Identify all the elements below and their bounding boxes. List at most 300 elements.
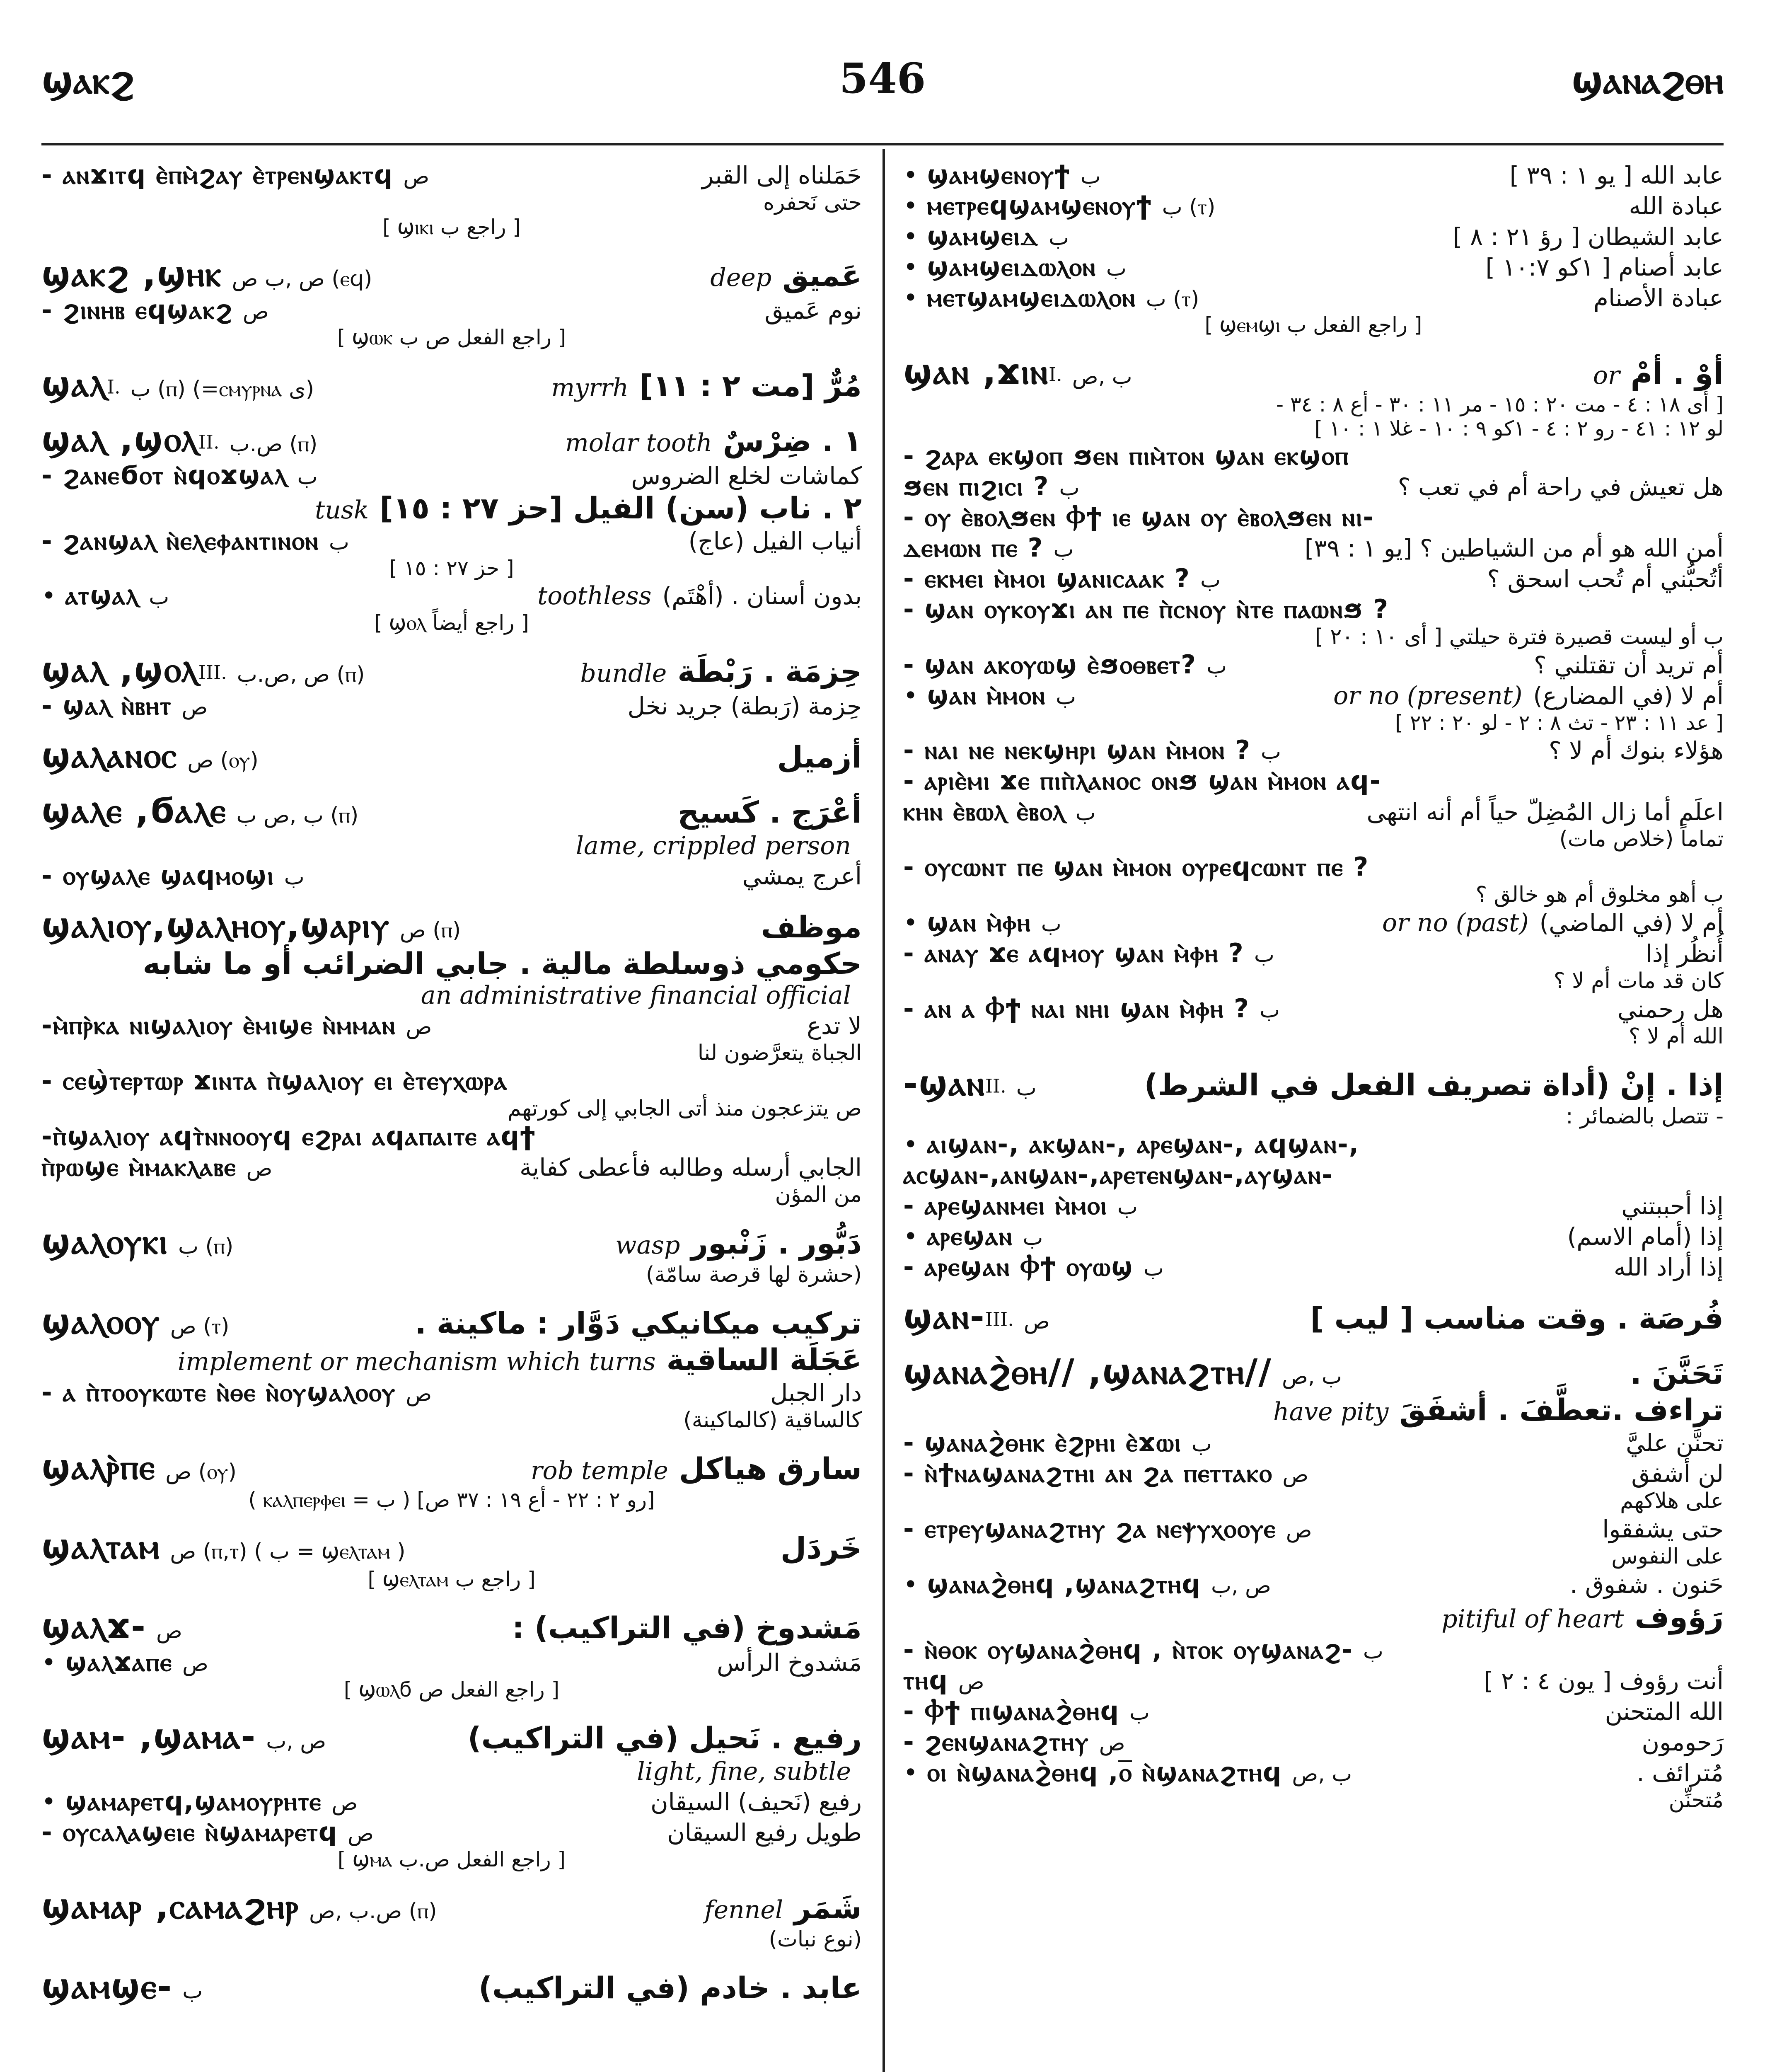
arabic-gloss: أُنظُر إذا [1645,939,1724,968]
coptic-word: ⲧⲏϥ [903,1665,948,1695]
coptic-word: ϣⲁⲙϣⲉⲓⲇⲱⲗⲟⲛ [927,252,1096,282]
dictionary-entry [41,1526,862,1592]
entry-left [903,907,1061,938]
entry-line [903,1104,1724,1129]
arabic-gloss: إذا أراد الله [1613,1253,1724,1281]
grammar-tag: ص (ⲡ,ⲧ) ( ب = ϣⲉⲗⲧⲁⲙ ) [170,1539,406,1564]
grammar-tag: ص [1023,1309,1050,1334]
arabic-gloss: مُتحنِّن [1668,1788,1724,1813]
entry-left [41,460,317,491]
entry-line [903,1063,1724,1104]
coptic-word: -ϣⲁⲛ [903,1063,985,1104]
coptic-word: - ⲉⲕⲙⲉⲓ ⲙ̀ⲙⲟⲓ ϣⲁⲛⲓⲥⲁⲁⲕ ? [903,563,1190,593]
entry-right [650,1788,862,1816]
grammar-tag: ص [1282,1462,1309,1487]
entry-line [903,221,1724,252]
sense-number: I. [106,375,121,398]
entry-left [41,1010,432,1041]
arabic-gloss: طويل رفيع السيقان [667,1818,862,1847]
entry-line [903,1544,1724,1569]
entry-line [41,580,862,611]
entry-line [903,1513,1724,1544]
entry-line [41,1262,862,1287]
coptic-word: - ϩⲁⲛⲉϭⲟⲧ ⲛ̀ϥⲟϫϣⲁⲗ [41,460,288,490]
entry-line [903,765,1724,796]
dictionary-entry [41,1301,862,1433]
grammar-tag: ب [182,1979,203,2004]
entry-right [628,692,862,720]
grammar-tag: ص (ⲟⲩ) [187,748,259,773]
arabic-gloss: تحنَّن عليَّ [1626,1429,1724,1457]
arabic-gloss: اعلَم أما زال المُضِلّ حياً أم أنه انتهى [1366,798,1724,826]
entry-line [41,364,862,405]
arabic-gloss: إذا . إنْ (أداة تصريف الفعل في الشرط) [1144,1067,1724,1102]
page-number: 546 [839,54,926,103]
entry-right [1567,1222,1724,1251]
cross-reference: [ راجع الفعل ب ϣⲉⲙϣⲓ ] [1204,313,1422,337]
entry-line [903,907,1724,938]
coptic-word: - ⲉⲧⲣⲉⲩϣⲁⲛⲁϩⲧⲏⲩ ϩⲁ ⲛⲉⲯⲩⲭⲟⲟⲩⲉ [903,1513,1276,1544]
entry-right [1510,161,1724,189]
grammar-tag: ب [1129,1700,1150,1725]
coptic-word: ϣⲁⲛ- [903,1296,985,1337]
arabic-gloss: عابد أصنام [ ١كو ١٠:٧ ] [1485,253,1724,281]
entry-right [777,740,862,775]
entry-right [1453,223,1724,251]
arabic-gloss: موظف [761,910,862,944]
grammar-tag: ص.ب ,ص (ⲡ) [309,1899,437,1924]
scripture-references: لو ١٢ : ٤١ - رو ٢ : ٤ - ١كو ٩ : ١٠ - غلا ١ : ١٠ ] [1314,416,1724,441]
dictionary-entry [41,1221,862,1287]
english-gloss: implement or mechanism which turns [177,1347,656,1376]
grammar-tag: ب [1200,568,1221,593]
entry-left [41,649,365,690]
entry-line [903,1458,1724,1489]
sense-number: I. [1048,363,1062,386]
grammar-tag: ب [1143,1256,1164,1281]
entry-line [903,735,1724,765]
english-gloss: deep [710,263,772,292]
grammar-tag: ص [1099,1731,1125,1756]
coptic-word: - ⲁⲣⲓⲉ̀ⲙⲓ ϫⲉ ⲡⲓⲡ̀ⲗⲁⲛⲟⲥ ⲟⲛϧ ϣⲁⲛ ⲙ̀ⲙⲟⲛ ⲁϥ- [903,765,1381,796]
arabic-gloss: حَمَلناه إلى القبر [702,161,862,189]
entry-line [41,325,862,350]
entry-right [1367,798,1724,826]
entry-left [903,796,1096,827]
entry-right [1398,473,1724,501]
entry-right [1144,1067,1724,1102]
grammar-tag: ص [406,1382,432,1406]
coptic-word: -ⲙ̀ⲡⲣ̀ⲕⲁ ⲛⲓϣⲁⲗⲓⲟⲩ ⲉ̀ⲙⲓϣⲉ ⲛ̀ⲙⲙⲁⲛ [41,1010,396,1040]
entry-left [903,765,1381,796]
entry-line [41,831,862,860]
entry-line [41,1927,862,1952]
entry-line [41,215,862,240]
entry-line [41,1408,862,1433]
arabic-gloss: عبادة الله [1629,192,1724,220]
entry-line [903,351,1724,392]
entry-line [41,1182,862,1207]
arabic-gloss: تماماً (خلاص مات) [1559,827,1724,852]
coptic-word: - Ⲫϯ ⲡⲓϣⲁⲛⲁϩ̀ⲑⲏϥ [903,1696,1120,1726]
dictionary-entry [41,790,862,891]
grammar-tag: ص ,ب ص (ⲉϥ) [232,266,372,291]
coptic-word: ϣⲁⲗⲟⲟⲩ [41,1301,160,1342]
arabic-gloss: أمن الله هو أم من الشياطين ؟ [يو ١ : ٣٩] [1304,534,1724,562]
entry-line [903,625,1724,649]
entry-left [41,1966,203,2007]
coptic-word: ϣⲁⲗϫ- [41,1606,147,1646]
arabic-gloss: عابد الشيطان [ رؤ ٢١ : ٨ ] [1453,223,1724,251]
grammar-tag: ص ,ص.ب (ⲡ) [237,662,365,687]
coptic-word: - ⲁⲣⲉϣⲁⲛⲙⲉⲓ ⲙ̀ⲙⲟⲓ [903,1190,1107,1220]
entry-line [41,1966,862,2007]
entry-left [903,221,1069,252]
grammar-tag: ص [182,1651,208,1676]
entry-right [807,1012,862,1040]
entry-right [702,161,862,189]
entry-line [903,1489,1724,1513]
entry-left [41,1647,208,1677]
arabic-gloss: عبادة الأصنام [1593,284,1724,312]
dictionary-entry [903,1296,1724,1337]
dictionary-entry [41,1447,862,1512]
english-gloss: lame, crippled person [575,831,851,860]
entry-left [41,1377,432,1408]
dictionary-entry [41,905,862,1207]
grammar-tag: ب [284,865,305,890]
bullet-icon: • [903,191,918,220]
arabic-gloss: تراءف .تعطَّفَ . أشفَقَ [1399,1392,1724,1427]
bullet-icon: • [41,581,56,610]
entry-line [903,796,1724,827]
entry-line [41,295,862,325]
entry-line [41,1606,862,1647]
entry-left [41,905,461,946]
english-gloss: toothless [537,581,652,610]
entry-left [903,1129,1359,1159]
cross-reference: [ راجع الفعل ص ϣⲱⲗϭ ] [343,1677,560,1702]
arabic-gloss: ب أو ليست قصيرة فترة حيلتي [ أى ١٠ : ٢٠ ] [1315,625,1724,649]
grammar-tag: ص [406,1014,432,1039]
bullet-icon: • [903,1570,918,1599]
entry-left [41,1716,326,1757]
entry-line [41,1716,862,1757]
english-gloss: fennel [704,1895,783,1924]
english-gloss: tusk [315,496,369,525]
entry-line [41,1488,862,1512]
arabic-gloss: رَؤوف [1634,1600,1724,1634]
entry-line [903,282,1724,313]
entry-right [781,1531,862,1566]
coptic-word: ϣⲁⲙϣⲉ- [41,1966,173,2007]
entry-left [903,351,1132,392]
entry-line [41,1447,862,1488]
entry-line [903,392,1724,416]
arabic-gloss: هل تعيش في راحة أم في تعب ؟ [1397,473,1724,501]
entry-line [903,1427,1724,1458]
arabic-gloss: ب أهو مخلوق أم هو خالق ؟ [1475,882,1724,907]
entry-right [1602,1515,1724,1543]
coptic-word: ⲇⲉⲙⲱⲛ ⲡⲉ ? [903,533,1044,563]
english-gloss: light, fine, subtle [637,1757,851,1786]
entry-line [903,1788,1724,1813]
coptic-word: ϣⲁⲗⲧⲁⲙ [41,1526,160,1567]
entry-line [41,1065,862,1096]
arabic-gloss: إذا أحببتني [1621,1192,1724,1220]
dictionary-entry [903,351,1724,1049]
arabic-gloss: نوم عَميق [764,296,862,324]
grammar-tag: ب [1049,225,1069,250]
arabic-gloss: دار الجبل [770,1379,862,1407]
grammar-tag: ص [156,1619,182,1644]
cross-reference: [ حز ٢٧ : ١٥ ] [389,556,514,580]
entry-line [903,252,1724,282]
entry-right [1605,1697,1724,1726]
entry-line [41,946,862,981]
arabic-gloss: إذا (أمام الاسم) [1567,1222,1724,1251]
arabic-gloss: (حشرة لها قرصة سامّة) [646,1262,862,1287]
grammar-tag: ب (ⲧ) [1146,287,1199,312]
entry-right [1323,681,1724,710]
entry-left [41,1447,237,1488]
entry-line [41,611,862,635]
grammar-tag: ب ,ص [1072,364,1132,389]
entry-line [41,460,862,491]
arabic-gloss: لا تدع [807,1012,862,1040]
coptic-word: - ⲁⲛϫⲓⲧϥ ⲉ̀ⲡⲙ̀ϩⲁⲩ ⲉ̀ⲧⲣⲉⲛϣⲁⲕⲧϥ [41,160,394,190]
entry-line [41,419,862,460]
entry-line [41,860,862,891]
entry-right [678,795,862,830]
coptic-word: - ϣⲁⲛ ⲁⲕⲟⲩⲱϣ ⲉ̀ϧⲟⲑⲃⲉⲧ? [903,649,1197,680]
entry-right [694,1890,862,1925]
entry-right [520,1153,862,1181]
entry-right [1614,1253,1724,1281]
scripture-references: [ أى ١٨ : ٤ - مت ٢٠ : ١٥ - مر ١١ : ٣٠ - أع ٨ : ٣٤ - [1276,392,1724,416]
arabic-gloss: أم لا (في المضارع) [1533,682,1724,710]
entry-line [41,1647,862,1677]
entry-right [631,462,862,490]
coptic-word: ϣⲁⲛⲁϩ̀ⲑⲏ// ,ϣⲁⲛⲁϩⲧⲏ// [903,1351,1272,1392]
entry-left [903,938,1274,968]
arabic-gloss: مَشدوخ الرأس [717,1648,862,1677]
entry-line [903,594,1724,625]
entry-line [41,1342,862,1377]
arabic-gloss: دَبُّور . زَنْبور [691,1226,862,1261]
page-header [41,50,1724,112]
dictionary-entry [41,160,862,240]
entry-left [903,1190,1138,1221]
english-gloss: bundle [580,659,667,688]
entry-line [903,1159,1724,1190]
coptic-word: ϣⲁⲙϣⲉⲓⲇ [927,221,1039,251]
english-gloss: rob temple [530,1456,668,1485]
arabic-gloss: أم لا (في الماضي) [1539,909,1724,937]
coptic-word: ϣⲁⲙϣⲉⲛⲟⲩϯ [927,160,1071,190]
entry-left [903,1513,1312,1544]
entry-left [41,160,429,190]
coptic-word: - ⲟⲩ ⲉ̀ⲃⲟⲗϧⲉⲛ Ⲫϯ ⲓⲉ ϣⲁⲛ ⲟⲩ ⲉ̀ⲃⲟⲗϧⲉⲛ ⲛⲓ- [903,502,1375,532]
grammar-tag: ب [1041,912,1061,937]
entry-left [41,1606,182,1647]
entry-left [903,1634,1383,1665]
coptic-word: ⲙⲉⲧⲣⲉϥϣⲁⲙϣⲉⲛⲟⲩϯ [927,190,1152,220]
arabic-gloss: لن أشفق [1631,1460,1724,1488]
entry-right [667,1818,862,1847]
dictionary-entry [41,419,862,635]
entry-left [41,1221,233,1262]
arabic-gloss: أزميل [777,740,862,775]
coptic-word: ϣⲁⲕϩ ,ϣⲏⲕ [41,254,222,294]
grammar-tag: ص [958,1670,984,1694]
coptic-word: ⲟⲓ ⲛ̀ϣⲁⲛⲁϩ̀ⲑⲏϥ ,ⲟ̅ ⲛ̀ϣⲁⲛⲁϩⲧⲏϥ [927,1757,1282,1787]
entry-left [41,1886,437,1927]
entry-right [1621,1192,1724,1220]
entry-line [903,1129,1724,1159]
grammar-tag: ص [246,1156,273,1181]
entry-right [1570,1571,1724,1599]
entry-line [903,827,1724,852]
entry-right [717,1648,862,1677]
coptic-word: ϣⲁⲗ ,ϣⲟⲗ [41,649,198,690]
coptic-word: - ⲥⲉϣ̀ⲧⲉⲣⲧⲱⲣ ϫⲓⲛⲧⲁ ⲡ̀ϣⲁⲗⲓⲟⲩ ⲉⲓ ⲉ̀ⲧⲉⲩⲭⲱⲣⲁ [41,1065,508,1096]
sense-number: II. [198,431,220,453]
coptic-word: - ϣⲁⲛ ⲟⲩⲕⲟⲩϫⲓ ⲁⲛ ⲡⲉ ⲡ̀ⲥⲛⲟⲩ ⲛ̀ⲧⲉ ⲡⲁⲱⲛϧ ? [903,594,1389,624]
dictionary-entry [903,1063,1724,1282]
entry-right [304,491,862,525]
entry-left [41,419,317,460]
entry-right [540,368,862,403]
entry-left [903,1159,1333,1190]
entry-right [1646,939,1724,968]
coptic-word: ⲁⲧϣⲁⲗ [65,580,139,610]
entry-line [41,1301,862,1342]
entry-right [699,258,862,293]
entry-right [1582,356,1724,391]
entry-left [903,1251,1164,1282]
coptic-word: ϣⲁⲗⲟⲩⲕⲓ [41,1221,169,1262]
entry-left [903,1696,1150,1726]
entry-left [903,1427,1212,1458]
bullet-icon: • [41,1648,56,1677]
entry-line [903,441,1724,471]
entry-right [1305,534,1724,562]
dictionary-entry [41,649,862,721]
entry-line [903,1251,1724,1282]
coptic-word: - ⲛ̀ⲑⲟⲕ ⲟⲩϣⲁⲛⲁϩ̀ⲑⲏϥ , ⲛ̀ⲧⲟⲕ ⲟⲩϣⲁⲛⲁϩ- [903,1634,1353,1665]
coptic-word: ϣⲁⲙⲁⲣⲉⲧϥ,ϣⲁⲙⲟⲩⲣⲏⲧⲉ [65,1786,322,1816]
arabic-gloss: الجباة يتعرَّضون لنا [697,1041,862,1065]
grammar-tag: ب [1191,1432,1212,1457]
entry-left [903,160,1101,190]
dictionary-entry [41,1606,862,1702]
cross-reference: [ راجع الفعل ص.ب ϣⲙⲁ ] [337,1847,566,1871]
entry-line [903,1351,1724,1392]
entry-left [41,525,349,556]
coptic-word: ϣⲁⲗⲓⲟⲩ,ϣⲁⲗⲏⲟⲩ,ϣⲁⲣⲓⲩ [41,905,390,946]
entry-right [554,424,862,458]
arabic-gloss: الله أم لا ؟ [1629,1024,1724,1049]
grammar-tag: ب [149,585,169,610]
grammar-tag: ص.ب (ⲡ) [229,432,318,457]
coptic-word: - ⲁⲣⲉϣⲁⲛ Ⲫϯ ⲟⲩⲱϣ [903,1251,1134,1282]
arabic-gloss: - تتصل بالضمائر : [1566,1104,1724,1129]
coptic-word: ⲁⲓϣⲁⲛ-, ⲁⲕϣⲁⲛ-, ⲁⲣⲉϣⲁⲛ-, ⲁϥϣⲁⲛ-, [927,1129,1360,1159]
entry-line [41,735,862,776]
entry-line [41,649,862,690]
coptic-word: ϣⲁⲛⲁϩ̀ⲑⲏϥ ,ϣⲁⲛⲁϩⲧⲏϥ [927,1569,1201,1599]
grammar-tag: ب [1254,942,1274,967]
english-gloss: have pity [1273,1397,1389,1426]
entry-left [903,1458,1308,1489]
entry-left [903,282,1199,313]
arabic-gloss: فُرصَة . وقت مناسب [ ليب ] [1310,1301,1724,1336]
entry-right [1631,1460,1724,1488]
coptic-word: ϣⲁⲗϫⲁⲡⲉ [65,1647,172,1677]
entry-left [903,680,1076,711]
arabic-gloss: رفيع (نَحيف) السيقان [650,1788,862,1816]
coptic-word: ϣⲁⲙ- ,ϣⲁⲙⲁ- [41,1716,256,1757]
bullet-icon: • [903,1130,918,1159]
arabic-gloss: كالساقية (كالماكينة) [683,1408,862,1433]
coptic-word: ϣⲁⲗⲉ ,ϭⲁⲗⲉ [41,790,227,831]
bullet-icon: • [903,161,918,190]
entry-left [903,1569,1271,1600]
entry-right [1549,736,1724,765]
entry-line [903,416,1724,441]
entry-right [1310,1301,1724,1336]
arabic-gloss: الجابي أرسله وطالبه فأعطى كفاية [519,1153,862,1181]
entry-left [903,1757,1352,1788]
coptic-word: - ϩⲓⲛⲏⲃ ⲉϥϣⲁⲕϩ [41,295,233,325]
grammar-tag: ب (ⲧ) [1162,195,1216,220]
grammar-tag: ب [329,530,349,555]
grammar-tag: ب (ⲡ) [178,1234,234,1259]
arabic-gloss: كماشات لخلع الضروس [631,462,862,490]
grammar-tag: ب [297,465,318,489]
entry-line [41,1786,862,1817]
arabic-gloss: هل رحمني [1617,995,1724,1023]
entry-left [903,1726,1125,1757]
arabic-gloss: حِزمَة . رَبْطَة [677,654,862,689]
sense-number: II. [985,1075,1006,1097]
entry-right [765,296,862,324]
entry-left [41,735,259,776]
entry-line [903,1600,1724,1634]
header-left-word: ϣⲁⲕϩ [41,58,135,102]
entry-line [41,1377,862,1408]
english-gloss: or [1593,361,1620,390]
entry-line [41,981,862,1010]
bullet-icon: • [903,283,918,312]
entry-right [569,654,862,689]
entry-line [41,1121,862,1152]
coptic-word: ϧⲉⲛ ⲡⲓϩⲓⲥⲓ ? [903,471,1049,501]
grammar-tag: ب [1206,654,1227,679]
arabic-gloss: أعرج يمشي [742,862,862,890]
entry-line [41,491,862,525]
arabic-gloss: كان قد مات أم لا ؟ [1553,968,1724,993]
arabic-gloss: من المؤن [775,1182,862,1207]
entry-right [1484,1667,1724,1695]
grammar-tag: ب [1260,998,1280,1023]
arabic-gloss: أتُحبُّني أم تُحب اسحق ؟ [1487,565,1724,593]
entry-line [903,471,1724,502]
entry-right [1626,1429,1724,1457]
grammar-tag: ب [1059,476,1080,501]
entry-line [41,905,862,946]
